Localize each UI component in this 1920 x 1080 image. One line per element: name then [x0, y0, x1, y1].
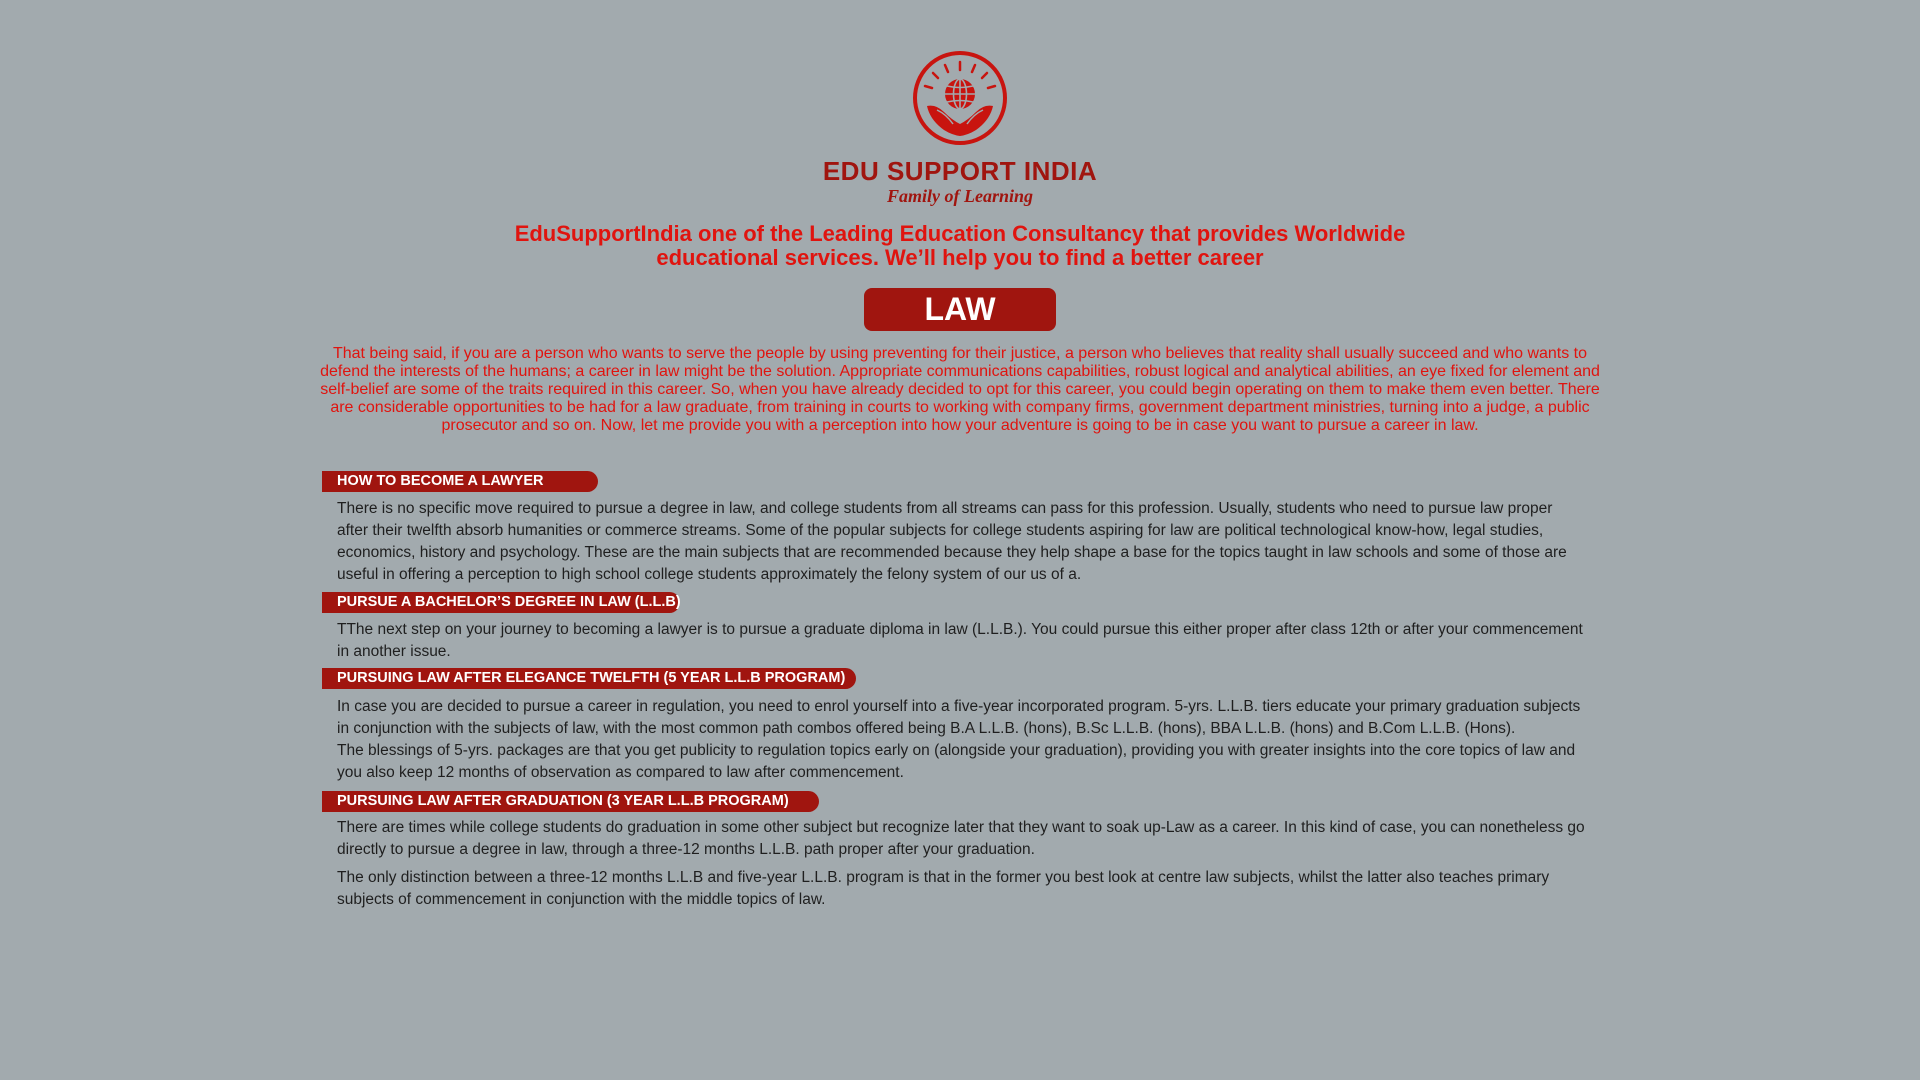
brand-name: EDU SUPPORT INDIA — [822, 156, 1098, 186]
brand-tagline: Family of Learning — [886, 186, 1033, 206]
section-paragraph: In case you are decided to pursue a career in regulation, you need to enrol yourself into a five-year incorporated program. 5-yrs. L.L.B. tiers educate your primary graduation subjects in conjunction with the subjects of law, with the most common path combos offered being B.A L.L.B. (hons), B.Sc L.L.B. (hons), BBA L.L.B. (hons) and B.Com L.L.B. (Hons). — [337, 698, 1581, 737]
section-heading-become-lawyer: HOW TO BECOME A LAWYER — [322, 471, 598, 492]
intro-text: EduSupportIndia one of the Leading Education Consultancy that provides Worldwide educational services. We’ll help you to find a better career — [514, 221, 1406, 270]
section-heading-three-year-program: PURSUING LAW AFTER GRADUATION (3 YEAR L.L.B PROGRAM) — [322, 791, 819, 812]
section-body-bachelors-degree — [337, 619, 1587, 663]
section-body-become-lawyer — [337, 498, 1587, 586]
section-paragraph: There is no specific move required to pursue a degree in law, and college students from all streams can pass for this profession. Usually, students who need to pursue law proper after their twelfth absorb humanities or commerce streams. Some of the popular subjects for college students aspiring for law are political technological know-how, legal studies, economics, history and psychology. These are the main subjects that are recommended because they help shape a base for the topics taught in law schools and some of those are useful in offering a perception to high school college students approximately the felony system of our us of a. — [337, 500, 1567, 583]
section-paragraph: The only distinction between a three-12 months L.L.B and five-year L.L.B. program is that in the former you best look at centre law subjects, whilst the latter also teaches primary subjects of commencement in conjunction with the middle topics of law. — [337, 869, 1550, 908]
section-paragraph: There are times while college students do graduation in some other subject but recognize later that they want to soak up-Law as a career. In this kind of case, you can nonetheless go directly to pursue a degree in law, through a three-12 months L.L.B. path proper after your graduation. — [337, 819, 1585, 858]
section-heading-bachelors-degree: PURSUE A BACHELOR’S DEGREE IN LAW (L.L.B) — [322, 592, 680, 613]
course-title-badge: LAW — [864, 288, 1056, 331]
globe-hands-sun-icon — [910, 50, 1010, 150]
course-description: That being said, if you are a person who wants to serve the people by using preventing for their justice, a person who believes that reality shall usually succeed and who wants to defend the interests of the humans; a career in law might be the solution. Appropriate communications capabilities, robust logical and analytical abilities, an eye fixed for element and self-belief are some of the traits required in this career. So, when you have already decided to opt for this career, you could begin operating on them to make them even better. There are considerable opportunities to be had for a law graduate, from training in courts to working with company firms, government department ministries, turning into a judge, a public prosecutor and so on. Now, let me provide you with a perception into how your adventure is going to be in case you want to pursue a career in law. — [320, 345, 1600, 434]
section-paragraph: TThe next step on your journey to becoming a lawyer is to pursue a graduate diploma in law (L.L.B.). You could pursue this either proper after class 12th or after your commencement in another issue. — [337, 621, 1583, 660]
section-heading-five-year-program: PURSUING LAW AFTER ELEGANCE TWELFTH (5 YEAR L.L.B PROGRAM) — [322, 668, 856, 689]
section-paragraph: The blessings of 5-yrs. packages are that you get publicity to regulation topics early on (alongside your graduation), providing you with greater insights into the core topics of law and you also keep 12 months of observation as compared to law after commencement. — [337, 742, 1576, 781]
section-body-five-year-program — [337, 696, 1587, 784]
section-body-three-year-program — [337, 817, 1587, 911]
